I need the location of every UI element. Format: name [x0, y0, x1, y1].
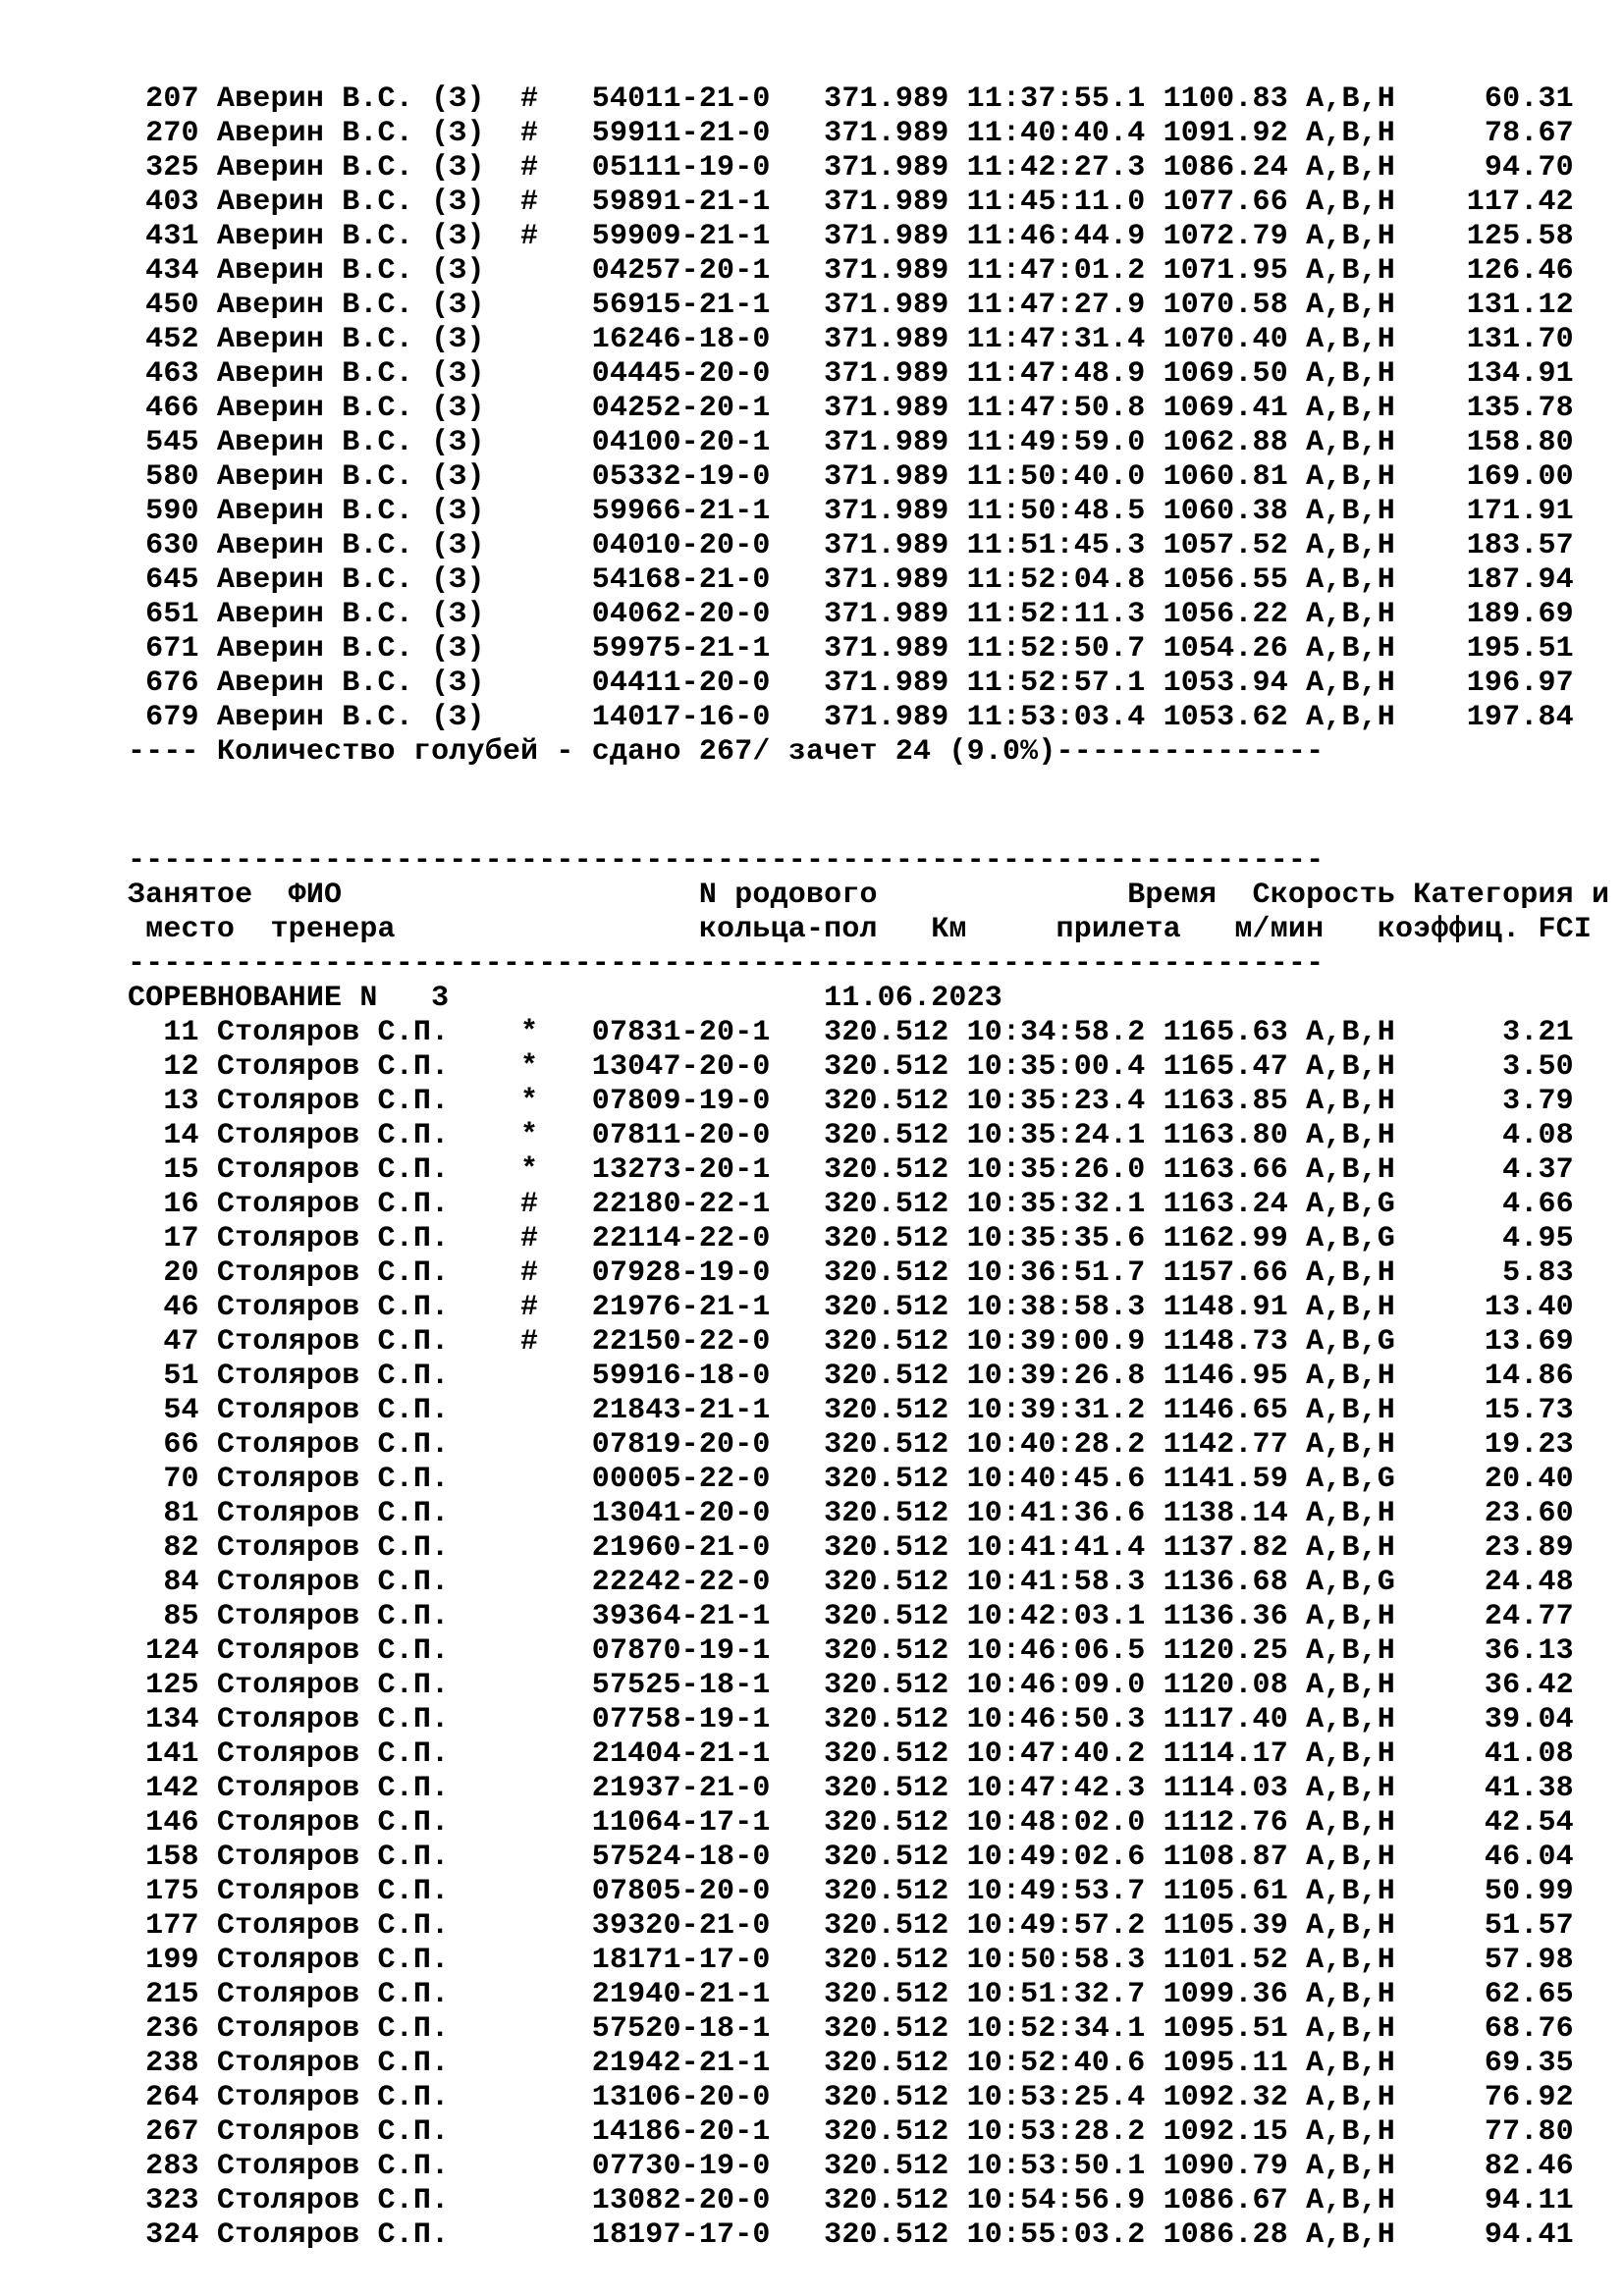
result-row: 125 Столяров С.П. 57525-18-1 320.512 10:46:09.0 1120.08 A,B,H 36.42 — [128, 1669, 1574, 1702]
result-row: 545 Аверин В.С. (З) 04100-20-1 371.989 11:49:59.0 1062.88 A,B,H 158.80 — [128, 426, 1574, 459]
result-row: 671 Аверин В.С. (З) 59975-21-1 371.989 11:52:50.7 1054.26 A,B,H 195.51 — [128, 632, 1574, 666]
competition-title: СОРЕВНОВАНИЕ N 3 11.06.2023 — [128, 982, 1002, 1015]
table-header-line-1: Занятое ФИО N родового Время Скорость Категория и — [128, 879, 1610, 912]
separator: ------------------------------------------------------------------- — [128, 844, 1325, 878]
result-row: 215 Столяров С.П. 21940-21-1 320.512 10:51:32.7 1099.36 A,B,H 62.65 — [128, 1978, 1574, 2011]
result-row: 283 Столяров С.П. 07730-19-0 320.512 10:53:50.1 1090.79 A,B,H 82.46 — [128, 2150, 1574, 2183]
result-row: 676 Аверин В.С. (З) 04411-20-0 371.989 11:52:57.1 1053.94 A,B,H 196.97 — [128, 667, 1574, 700]
result-row: 270 Аверин В.С. (З) # 59911-21-0 371.989 11:40:40.4 1091.92 A,B,H 78.67 — [128, 117, 1574, 150]
result-row: 580 Аверин В.С. (З) 05332-19-0 371.989 11:50:40.0 1060.81 A,B,H 169.00 — [128, 460, 1574, 494]
separator: ------------------------------------------------------------------- — [128, 947, 1325, 981]
result-row: 20 Столяров С.П. # 07928-19-0 320.512 10:36:51.7 1157.66 A,B,H 5.83 — [128, 1256, 1574, 1290]
result-row: 236 Столяров С.П. 57520-18-1 320.512 10:52:34.1 1095.51 A,B,H 68.76 — [128, 2012, 1574, 2046]
result-row: 13 Столяров С.П. * 07809-19-0 320.512 10:35:23.4 1163.85 A,B,H 3.79 — [128, 1085, 1574, 1118]
result-row: 15 Столяров С.П. * 13273-20-1 320.512 10:35:26.0 1163.66 A,B,H 4.37 — [128, 1153, 1574, 1187]
result-row: 84 Столяров С.П. 22242-22-0 320.512 10:41:58.3 1136.68 A,B,G 24.48 — [128, 1566, 1574, 1599]
result-row: 679 Аверин В.С. (З) 14017-16-0 371.989 11:53:03.4 1053.62 A,B,H 197.84 — [128, 701, 1574, 734]
result-row: 466 Аверин В.С. (З) 04252-20-1 371.989 11:47:50.8 1069.41 A,B,H 135.78 — [128, 392, 1574, 425]
result-row: 323 Столяров С.П. 13082-20-0 320.512 10:54:56.9 1086.67 A,B,H 94.11 — [128, 2184, 1574, 2217]
result-row: 450 Аверин В.С. (З) 56915-21-1 371.989 11:47:27.9 1070.58 A,B,H 131.12 — [128, 289, 1574, 322]
result-row: 51 Столяров С.П. 59916-18-0 320.512 10:39:26.8 1146.95 A,B,H 14.86 — [128, 1360, 1574, 1393]
result-row: 17 Столяров С.П. # 22114-22-0 320.512 10:35:35.6 1162.99 A,B,G 4.95 — [128, 1222, 1574, 1255]
result-row: 141 Столяров С.П. 21404-21-1 320.512 10:47:40.2 1114.17 A,B,H 41.08 — [128, 1737, 1574, 1771]
result-row: 134 Столяров С.П. 07758-19-1 320.512 10:46:50.3 1117.40 A,B,H 39.04 — [128, 1703, 1574, 1736]
result-row: 434 Аверин В.С. (З) 04257-20-1 371.989 11:47:01.2 1071.95 A,B,H 126.46 — [128, 254, 1574, 288]
result-row: 142 Столяров С.П. 21937-21-0 320.512 10:47:42.3 1114.03 A,B,H 41.38 — [128, 1772, 1574, 1805]
result-row: 47 Столяров С.П. # 22150-22-0 320.512 10:39:00.9 1148.73 A,B,G 13.69 — [128, 1325, 1574, 1359]
result-row: 452 Аверин В.С. (З) 16246-18-0 371.989 11:47:31.4 1070.40 A,B,H 131.70 — [128, 323, 1574, 356]
result-row: 16 Столяров С.П. # 22180-22-1 320.512 10:35:32.1 1163.24 A,B,G 4.66 — [128, 1188, 1574, 1221]
summary-line: ---- Количество голубей - сдано 267/ зачет 24 (9.0%)--------------- — [128, 735, 1325, 769]
result-row: 431 Аверин В.С. (З) # 59909-21-1 371.989 11:46:44.9 1072.79 A,B,H 125.58 — [128, 220, 1574, 253]
result-row: 54 Столяров С.П. 21843-21-1 320.512 10:39:31.2 1146.65 A,B,H 15.73 — [128, 1394, 1574, 1427]
result-row: 66 Столяров С.П. 07819-20-0 320.512 10:40:28.2 1142.77 A,B,H 19.23 — [128, 1428, 1574, 1462]
result-row: 46 Столяров С.П. # 21976-21-1 320.512 10:38:58.3 1148.91 A,B,H 13.40 — [128, 1291, 1574, 1324]
result-row: 124 Столяров С.П. 07870-19-1 320.512 10:46:06.5 1120.25 A,B,H 36.13 — [128, 1634, 1574, 1668]
result-row: 325 Аверин В.С. (З) # 05111-19-0 371.989 11:42:27.3 1086.24 A,B,H 94.70 — [128, 151, 1574, 185]
result-row: 11 Столяров С.П. * 07831-20-1 320.512 10:34:58.2 1165.63 A,B,H 3.21 — [128, 1016, 1574, 1049]
result-row: 324 Столяров С.П. 18197-17-0 320.512 10:55:03.2 1086.28 A,B,H 94.41 — [128, 2218, 1574, 2252]
result-row: 238 Столяров С.П. 21942-21-1 320.512 10:52:40.6 1095.11 A,B,H 69.35 — [128, 2047, 1574, 2080]
table-header-line-2: место тренера кольца-пол Км прилета м/мин коэффиц. FCI — [128, 913, 1592, 946]
result-row: 82 Столяров С.П. 21960-21-0 320.512 10:41:41.4 1137.82 A,B,H 23.89 — [128, 1531, 1574, 1565]
result-row: 207 Аверин В.С. (З) # 54011-21-0 371.989 11:37:55.1 1100.83 A,B,H 60.31 — [128, 82, 1574, 116]
result-row: 12 Столяров С.П. * 13047-20-0 320.512 10:35:00.4 1165.47 A,B,H 3.50 — [128, 1050, 1574, 1084]
result-row: 463 Аверин В.С. (З) 04445-20-0 371.989 11:47:48.9 1069.50 A,B,H 134.91 — [128, 357, 1574, 391]
result-row: 199 Столяров С.П. 18171-17-0 320.512 10:50:58.3 1101.52 A,B,H 57.98 — [128, 1944, 1574, 1977]
result-row: 158 Столяров С.П. 57524-18-0 320.512 10:49:02.6 1108.87 A,B,H 46.04 — [128, 1841, 1574, 1874]
result-row: 81 Столяров С.П. 13041-20-0 320.512 10:41:36.6 1138.14 A,B,H 23.60 — [128, 1497, 1574, 1530]
result-row: 264 Столяров С.П. 13106-20-0 320.512 10:53:25.4 1092.32 A,B,H 76.92 — [128, 2081, 1574, 2114]
result-row: 267 Столяров С.П. 14186-20-1 320.512 10:53:28.2 1092.15 A,B,H 77.80 — [128, 2115, 1574, 2149]
result-row: 70 Столяров С.П. 00005-22-0 320.512 10:40:45.6 1141.59 A,B,G 20.40 — [128, 1463, 1574, 1496]
result-row: 645 Аверин В.С. (З) 54168-21-0 371.989 11:52:04.8 1056.55 A,B,H 187.94 — [128, 563, 1574, 597]
result-row: 146 Столяров С.П. 11064-17-1 320.512 10:48:02.0 1112.76 A,B,H 42.54 — [128, 1806, 1574, 1840]
result-row: 630 Аверин В.С. (З) 04010-20-0 371.989 11:51:45.3 1057.52 A,B,H 183.57 — [128, 529, 1574, 562]
result-row: 85 Столяров С.П. 39364-21-1 320.512 10:42:03.1 1136.36 A,B,H 24.77 — [128, 1600, 1574, 1633]
result-row: 651 Аверин В.С. (З) 04062-20-0 371.989 11:52:11.3 1056.22 A,B,H 189.69 — [128, 598, 1574, 631]
result-row: 175 Столяров С.П. 07805-20-0 320.512 10:49:53.7 1105.61 A,B,H 50.99 — [128, 1875, 1574, 1908]
result-row: 177 Столяров С.П. 39320-21-0 320.512 10:49:57.2 1105.39 A,B,H 51.57 — [128, 1909, 1574, 1943]
result-row: 590 Аверин В.С. (З) 59966-21-1 371.989 11:50:48.5 1060.38 A,B,H 171.91 — [128, 495, 1574, 528]
result-row: 14 Столяров С.П. * 07811-20-0 320.512 10:35:24.1 1163.80 A,B,H 4.08 — [128, 1119, 1574, 1152]
result-row: 403 Аверин В.С. (З) # 59891-21-1 371.989 11:45:11.0 1077.66 A,B,H 117.42 — [128, 186, 1574, 219]
